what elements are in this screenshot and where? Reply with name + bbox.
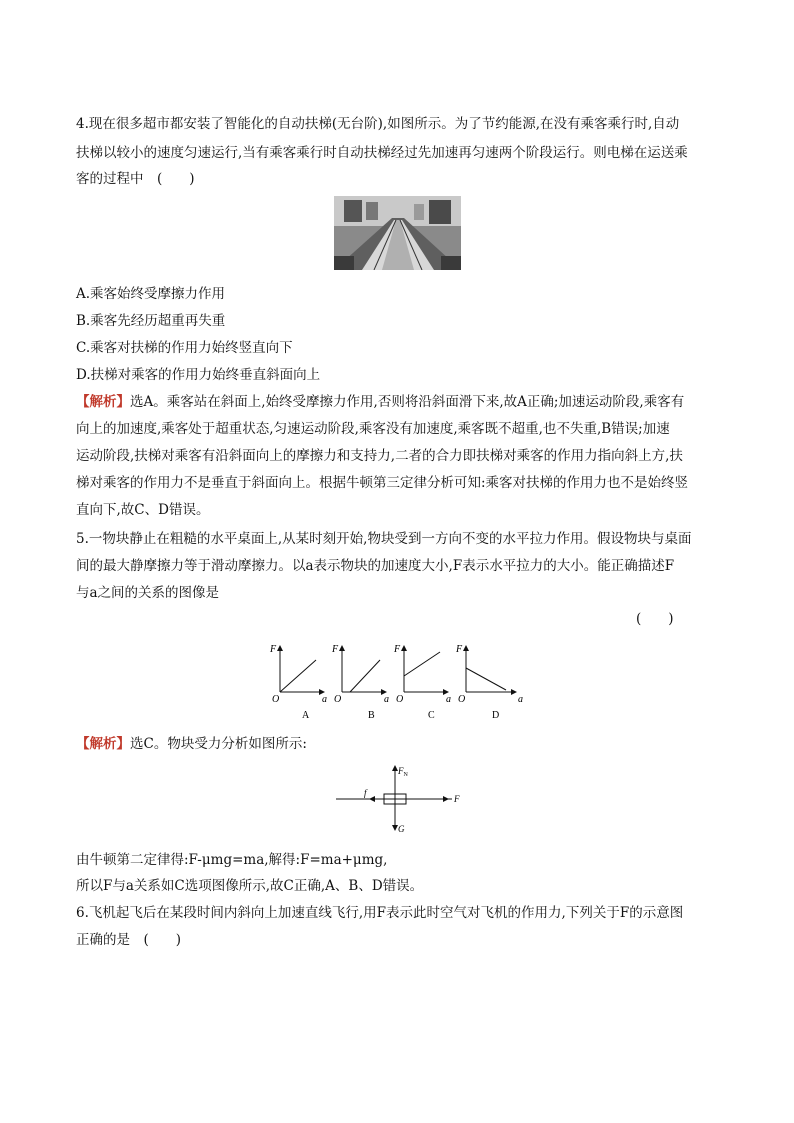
q4-option-c: C.乘客对扶梯的作用力始终竖直向下 [76,340,293,356]
graph-d-label: D [492,710,500,721]
graph-b [331,644,389,721]
q5-analysis-line-1 [76,735,307,753]
q5-answer-bracket: ( ) [636,611,674,627]
graph-a-y-label: F [270,644,277,655]
graph-c-y-label: F [394,644,401,655]
q4-analysis-line-4: 梯对乘客的作用力不是垂直于斜面向上。根据牛顿第三定律分析可知:乘客对扶梯的作用力也不是始终竖 [76,475,689,491]
force-pull-label: F [454,794,460,804]
escalator-photo [334,196,461,270]
graph-b-y-label: F [332,644,339,655]
q5-line-3: 与a之间的关系的图像是 [76,585,220,601]
graph-a-label: A [302,710,310,721]
q4-option-a: A.乘客始终受摩擦力作用 [76,286,226,302]
graph-c-origin: O [396,694,404,705]
graph-d-y-label: F [456,644,463,655]
q4-analysis-line-1 [76,393,684,411]
q6-line-1: 6.飞机起飞后在某段时间内斜向上加速直线飞行,用F表示此时空气对飞机的作用力,下列关于F的示意图 [76,905,684,921]
force-diagram [334,762,466,836]
q4-option-b: B.乘客先经历超重再失重 [76,313,226,329]
force-normal-symbol: F [398,766,404,776]
force-gravity-label: G [398,824,405,834]
graph-d-x-label: a [518,694,523,705]
force-friction-label: f [364,788,367,798]
graph-b-label: B [368,710,375,721]
q4-analysis-text-1: 选A。乘客站在斜面上,始终受摩擦力作用,否则将沿斜面滑下来,故A正确;加速运动阶段,乘客有 [130,394,685,410]
graph-b-x-label: a [384,694,389,705]
graph-a [269,644,327,721]
graph-a-x-label: a [322,694,327,705]
q4-line-3: 客的过程中 ( ) [76,171,195,187]
q5-analysis-line-3: 所以F与a关系如C选项图像所示,故C正确,A、B、D错误。 [76,878,424,894]
graph-c [393,644,451,721]
q4-line-1: 4.现在很多超市都安装了智能化的自动扶梯(无台阶),如图所示。为了节约能源,在没有乘客乘行时,自动 [76,116,680,132]
q4-analysis-line-2: 向上的加速度,乘客处于超重状态,匀速运动阶段,乘客没有加速度,乘客既不超重,也不失重,B错误;加速 [76,421,670,437]
force-normal-subscript: N [403,772,408,778]
analysis-tag: 【解析】 [76,736,130,752]
q4-line-2: 扶梯以较小的速度匀速运行,当有乘客乘行时自动扶梯经过先加速再匀速两个阶段运行。则电梯在运送乘 [76,145,688,161]
q5-line-1: 5.一物块静止在粗糙的水平桌面上,从某时刻开始,物块受到一方向不变的水平拉力作用。假设物块与桌面 [76,531,692,547]
force-normal-label [397,766,409,778]
analysis-tag: 【解析】 [76,394,130,410]
graph-b-origin: O [334,694,342,705]
q5-analysis-line-2: 由牛顿第二定律得:F-μmg=ma,解得:F=ma+μmg, [76,852,388,868]
q5-graphs [266,640,536,722]
graph-c-label: C [428,710,435,721]
q4-analysis-line-3: 运动阶段,扶梯对乘客有沿斜面向上的摩擦力和支持力,二者的合力即扶梯对乘客的作用力指向斜上方,扶 [76,448,683,464]
q5-analysis-text-1: 选C。物块受力分析如图所示: [130,736,307,752]
graph-a-origin: O [272,694,280,705]
q5-line-2: 间的最大静摩擦力等于滑动摩擦力。以a表示物块的加速度大小,F表示水平拉力的大小。能正确描述F [76,558,675,574]
q6-line-2: 正确的是 ( ) [76,932,182,948]
graph-c-x-label: a [446,694,451,705]
graph-d-origin: O [458,694,466,705]
q4-analysis-line-5: 直向下,故C、D错误。 [76,502,210,518]
q4-option-d: D.扶梯对乘客的作用力始终垂直斜面向上 [76,367,321,383]
graph-d [455,644,523,721]
